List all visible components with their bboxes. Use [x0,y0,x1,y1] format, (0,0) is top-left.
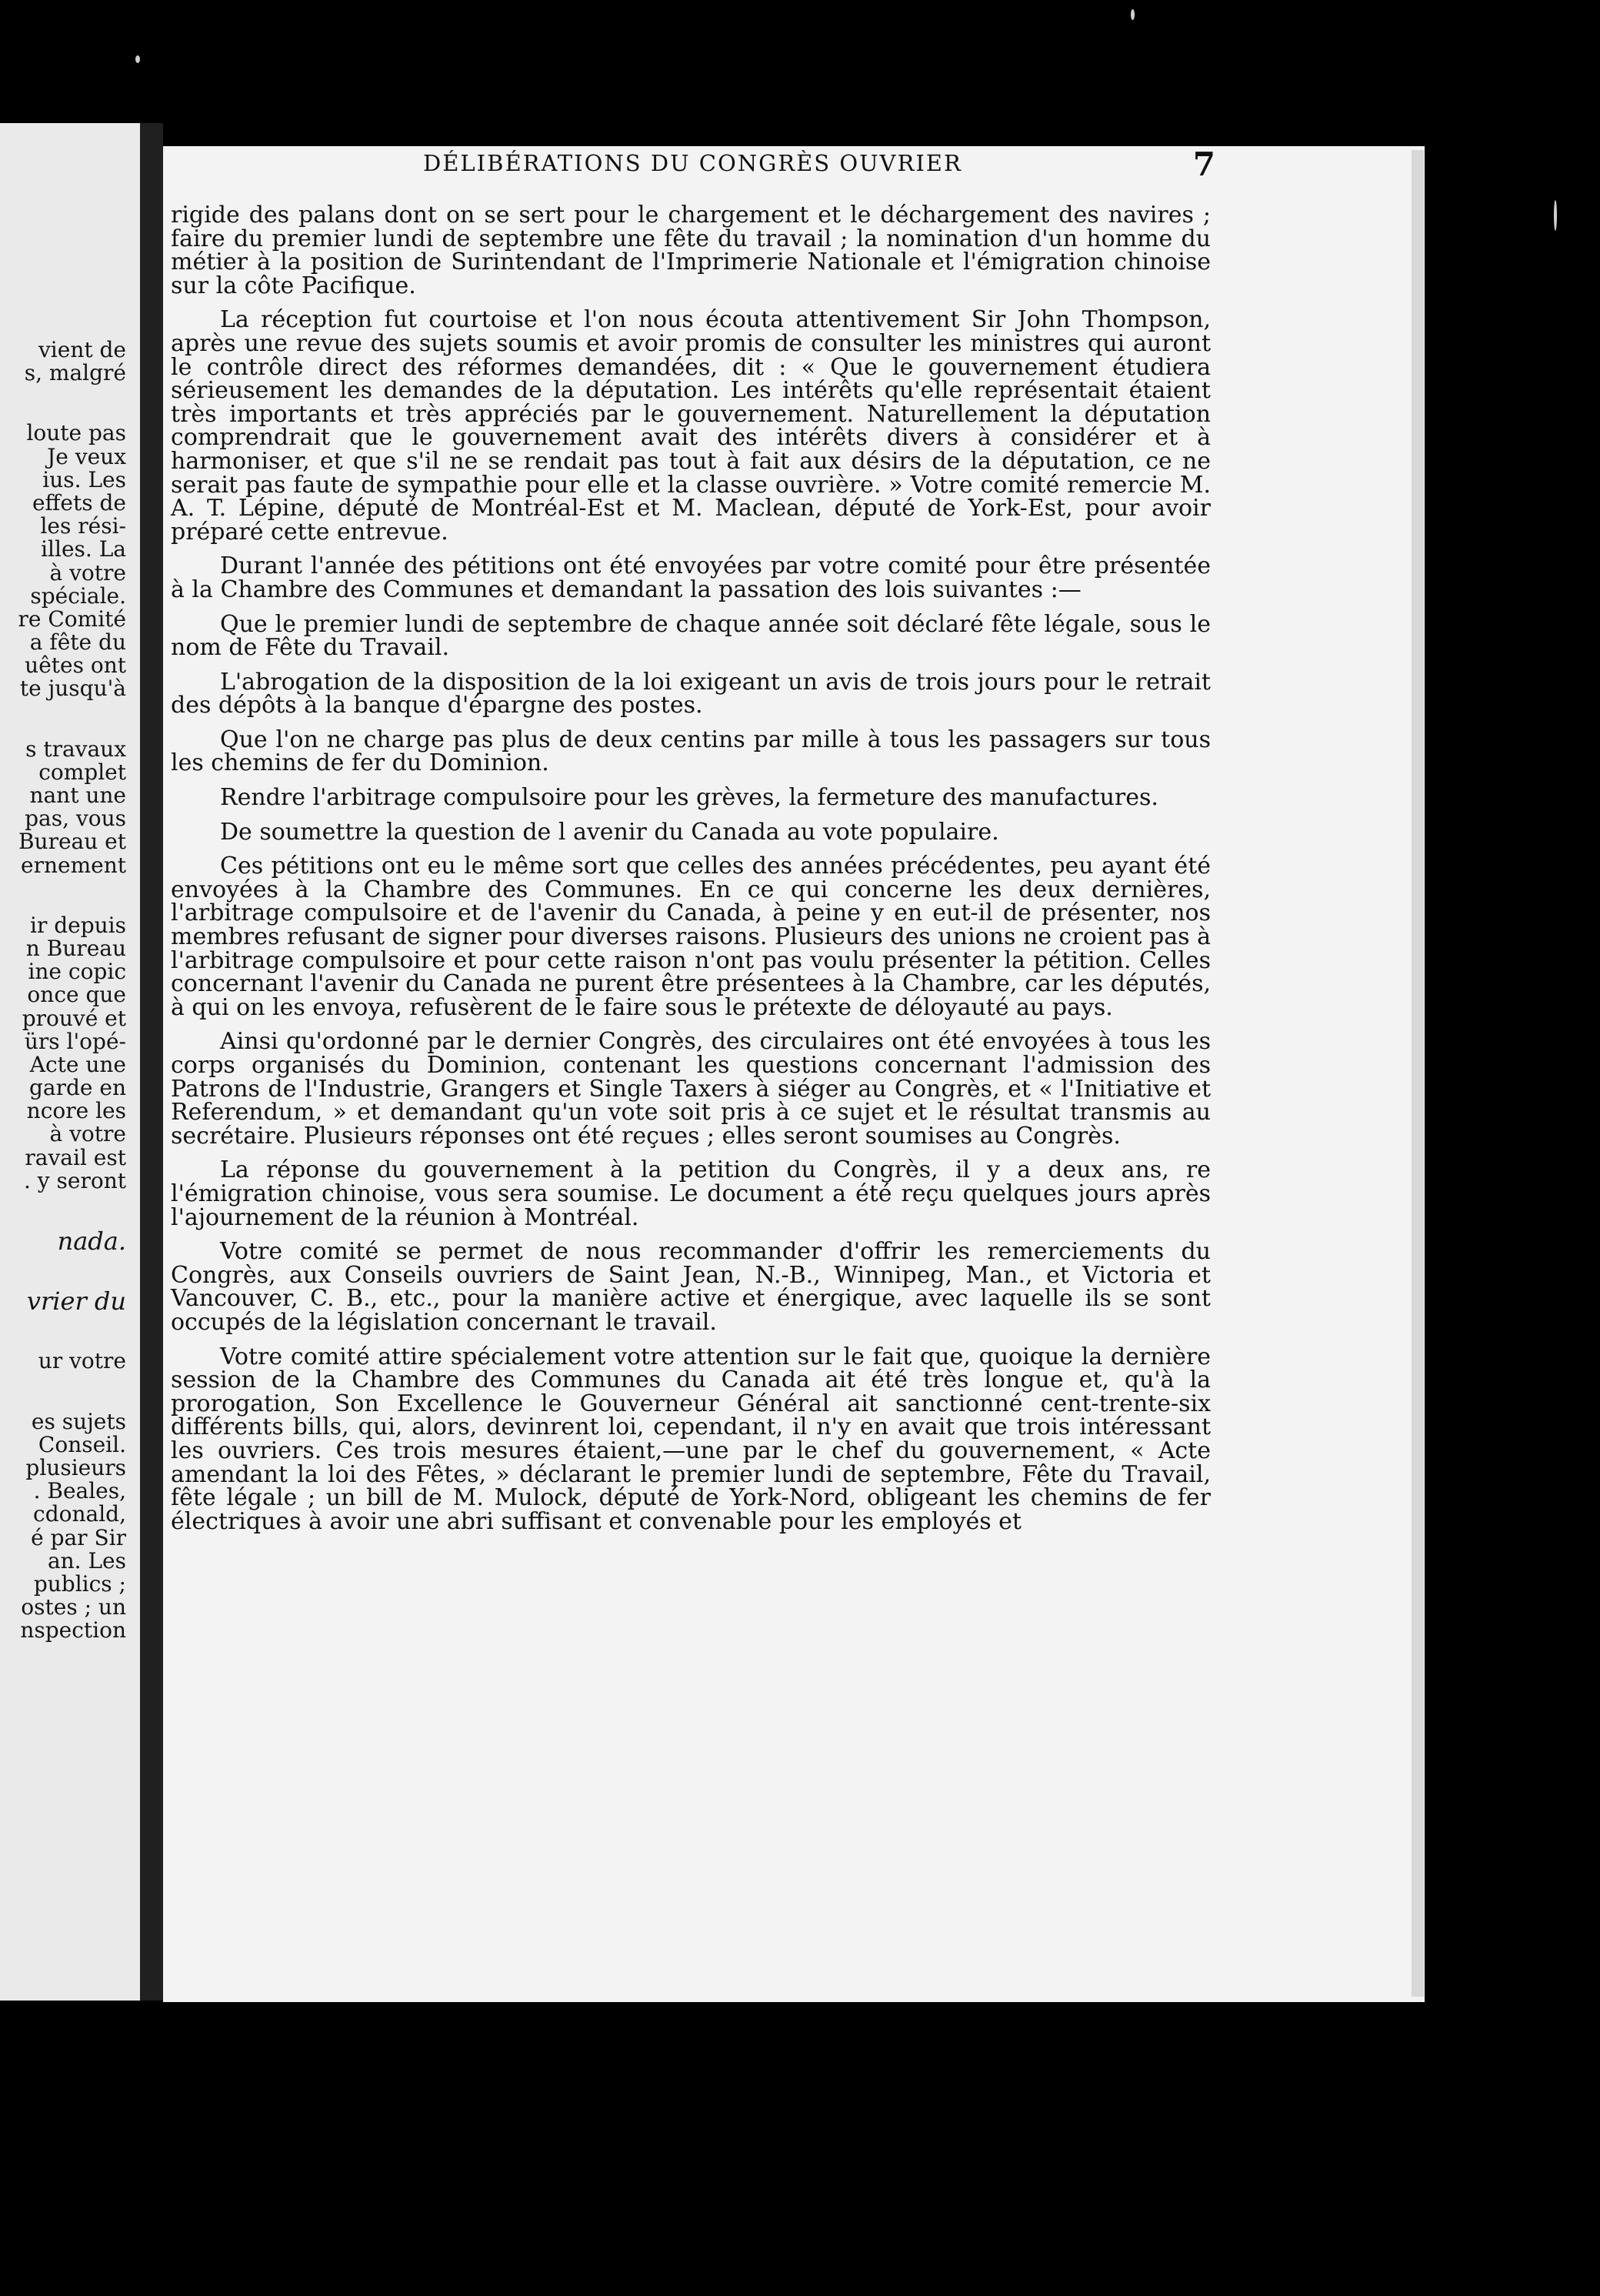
left-page-line: cdonald, [33,1501,126,1527]
left-page-line: les rési- [40,513,126,539]
running-head: DÉLIBÉRATIONS DU CONGRÈS OUVRIER [423,150,962,176]
left-page-line: plusieurs [25,1454,126,1480]
left-page-line: a fête du [29,629,126,656]
left-page-line: . Beales, [33,1478,126,1504]
left-page-line: Conseil. [38,1431,126,1457]
left-page-line: es sujets [31,1408,126,1434]
left-page-line: n Bureau [25,935,126,961]
left-page-line: ine copic [28,959,126,985]
left-page-line: ernement [21,852,126,878]
paragraph-9: Ces pétitions ont eu le même sort que celles des années précédentes, peu ayant été envoyées à la Chambre des Communes. En ce qui concerne les deux dernières, l'arbitrage compulsoire et de l'avenir du Canada, à peine y en eut-il de présenter, nos membres refusant de signer pour diverses raisons. Plusieurs des unions ne croient pas à l'arbitrage compulsoire et pour cette raison n'ont pas voulu présenter la pétition. Celles concernant l'avenir du Canada ne purent être présentees à la Chambre, car les députés, à qui on les envoya, refusèrent de le faire sous le prétexte de déloyauté au pays. [171,853,1211,1021]
left-page-line: spéciale. [30,582,126,609]
paragraph-7: Rendre l'arbitrage compulsoire pour les grèves, la fermeture des manufactures. [220,784,1158,812]
paragraph-10: Ainsi qu'ordonné par le dernier Congrès, des circulaires ont été envoyées à tous les corps organisés du Dominion, contenant les questions concernant l'admission des Patrons de l'Industrie, Grangers et Single Taxers à siéger au Congrès, et « l'Initiative et Referendum, » et demandant qu'un vote soit pris à ce sujet et le résultat transmis au secrétaire. Plusieurs réponses ont été reçues ; elles seront soumises au Congrès. [171,1028,1211,1150]
page-header [154,145,1215,189]
left-page-line: complet [38,759,126,785]
left-page-line: nant une [29,783,126,808]
left-page-line: re Comité [18,606,126,632]
left-page-line: illes. La [41,536,126,562]
left-page-line: é par Sir [31,1524,126,1550]
paragraph-6: Que l'on ne charge pas plus de deux centins par mille à tous les passagers sur tous les chemins de fer du Dominion. [171,726,1211,777]
paragraph-12: Votre comité se permet de nous recommander d'offrir les remerciements du Congrès, aux Conseils ouvriers de Saint Jean, N.-B., Winnipeg, Man., et Victoria et Vancouver, C. B., etc., pour la manière active et énergique, avec laquelle ils se sont occupés de la législation concernant le travail. [171,1238,1211,1336]
left-page-line: ir depuis [29,912,126,938]
left-page-line: garde en [29,1075,126,1101]
left-page-line [0,385,126,422]
left-page-line: nspection [20,1617,126,1644]
left-page-line: ur votre [38,1348,126,1374]
left-page-line: vient de [38,337,126,362]
left-page-line: prouvé et [22,1005,126,1031]
left-page-line: loute pas [26,420,126,446]
left-page-line: Acte une [29,1051,126,1077]
left-page-line: effets de [32,489,126,516]
paragraph-8: De soumettre la question de l avenir du Canada au vote populaire. [220,818,999,846]
left-page-line: uêtes ont [25,652,126,679]
left-page-line: s, malgré [24,360,126,386]
left-page-line [0,877,126,914]
left-page-line: à votre [49,1121,126,1147]
left-page-line: pas, vous [25,806,126,832]
left-page-line: ncore les [26,1098,126,1124]
page-body [171,204,1211,1544]
paragraph-4: Que le premier lundi de septembre de chaque année soit déclaré fête légale, sous le nom de Fête du Travail. [171,610,1211,662]
left-page-fragment [0,123,145,2001]
left-page-line: à votre [49,559,126,586]
paragraph-5: L'abrogation de la disposition de la loi exigeant un avis de trois jours pour le retrait des dépôts à la banque d'épargne des postes. [171,668,1211,719]
left-page-line [0,1253,126,1290]
left-page-line: s travaux [25,736,126,762]
paragraph-1: rigide des palans dont on se sert pour le chargement et le déchargement des navires ; faire du premier lundi de septembre une fête du travail ; la nomination d'un homme du métier à la position de Surintendant de l'Imprimerie Nationale et l'émigration chinoise sur la côte Pacifique. [171,202,1211,299]
left-page-line: an. Les [47,1547,126,1573]
left-page-line [0,1313,126,1350]
paragraph-3: Durant l'année des pétitions ont été envoyées par votre comité pour être présentée à la Chambre des Communes et demandant la passation des lois suivantes :— [171,552,1211,603]
left-page-line: ürs l'opé- [24,1028,126,1054]
left-page-line: ius. Les [42,466,126,492]
left-page-text [0,339,126,1642]
left-page-line: . y seront [24,1167,126,1193]
scan-speck [1554,200,1557,231]
book-spine [140,123,163,2001]
left-page-line: ravail est [25,1144,126,1170]
page-edge [1412,150,1424,1997]
left-page-line: ostes ; un [21,1594,126,1620]
scan-speck [135,55,140,63]
left-page-line: te jusqu'à [19,676,126,702]
left-page-line: publics ; [33,1570,126,1597]
left-page-line: once que [27,982,126,1008]
left-page-line: Je veux [47,443,126,469]
paragraph-11: La réponse du gouvernement à la petition du Congrès, il y a deux ans, re l'émigration chinoise, vous sera soumise. Le document a été reçu quelques jours après l'ajournement de la réunion à Montréal. [171,1156,1211,1231]
paragraph-2: La réception fut courtoise et l'on nous écouta attentivement Sir John Thompson, après une revue des sujets soumis et avoir promis de consulter les ministres qui auront le contrôle direct des réformes demandées, dit : « Que le gouvernement étudiera sérieusement les demandes de la députation. Les intérêts qu'elle représentait étaient très importants et très appréciés par le gouvernement. Naturellement la députation comprendrait que le gouvernement avait des intérêts divers à considérer et à harmoniser, et que s'il ne se rendait pas tout à fait aux désirs de la députation, ce ne serait pas faute de sympathie pour elle et la classe ouvrière. » Votre comité remercie M. A. T. Lépine, député de Montréal-Est et M. Maclean, député de York-Est, pour avoir préparé cette entrevue. [171,306,1211,546]
scan-speck [1131,9,1135,20]
left-page-line [0,701,126,738]
paragraph-13: Votre comité attire spécialement votre attention sur le fait que, quoique la dernière session de la Chambre des Communes du Canada ait été très longue et, qu'à la prorogation, Son Excellence le Gouverneur Général ait sanctionné cent-trente-six différents bills, qui, alors, devinrent loi, cependant, il n'y en avait que trois intéressant les ouvriers. Ces trois mesures étaient,—une par le chef du gouvernement, « Acte amendant la loi des Fêtes, » déclarant le premier lundi de septembre, Fête du Travail, fête légale ; un bill de M. Mulock, député de York-Nord, obligeant les chemins de fer électriques à avoir une abri suffisant et convenable pour les employés et [171,1343,1211,1535]
page-number: 7 [1192,145,1215,183]
left-page-line: nada. [57,1226,126,1256]
left-page-line [0,1373,126,1410]
left-page-line: vrier du [26,1286,126,1317]
left-page-line [0,1193,126,1230]
left-page-line: Bureau et [18,829,126,855]
